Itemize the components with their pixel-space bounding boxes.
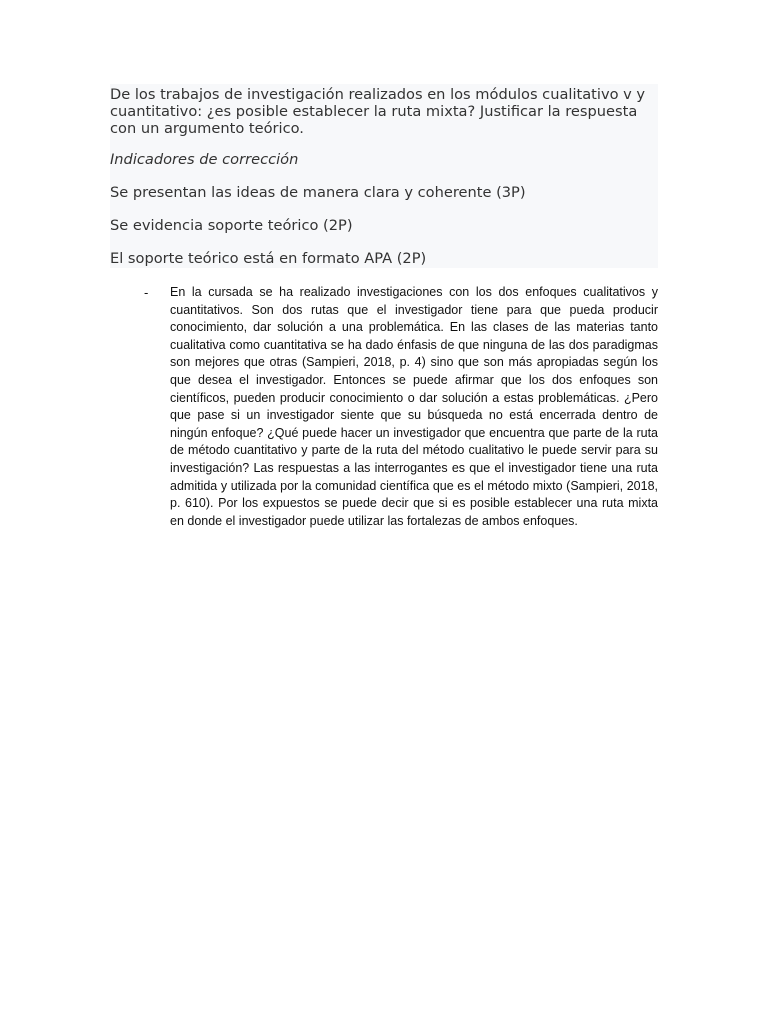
criterion-apa-format: El soporte teórico está en formato APA (2P) (110, 250, 427, 267)
criterion-theoretical-support: Se evidencia soporte teórico (2P) (110, 217, 353, 234)
assignment-question: De los trabajos de investigación realizados en los módulos cualitativo v y cuantitativo: ¿es posible establecer la ruta mixta? Justificar la respuesta con un argumento teórico. (110, 86, 646, 137)
assignment-prompt-block (110, 84, 658, 268)
correction-indicators-heading: Indicadores de corrección (110, 151, 299, 168)
answer-paragraph: En la cursada se ha realizado investigaciones con los dos enfoques cualitativos y cuantitativos. Son dos rutas que el investigador tiene para que pueda producir conocimiento, dar solución a una problemática. En las clases de las materias tanto cualitativa como cuantitativa se ha dado énfasis de que ninguna de las dos paradigmas son mejores que otras (Sampieri, 2018, p. 4) sino que son más apropiadas según los que desea el investigador. Entonces se puede afirmar que los dos enfoques son científicos, pueden producir conocimiento o dar solución a estas problemáticas. ¿Pero que pase si un investigador siente que su búsqueda no está encerrada dentro de ningún enfoque? ¿Qué puede hacer un investigador que encuentra que parte de la ruta de método cuantitativo y parte de la ruta del método cualitativo le puede servir para su investigación? Las respuestas a las interrogantes es que el investigador tiene una ruta admitida y utilizada por la comunidad científica que es el método mixto (Sampieri, 2018, p. 610). Por los expuestos se puede decir que si es posible establecer una ruta mixta en donde el investigador puede utilizar las fortalezas de ambos enfoques. (170, 285, 658, 528)
list-bullet: - (144, 285, 149, 300)
criterion-clarity: Se presentan las ideas de manera clara y coherente (3P) (110, 184, 526, 201)
